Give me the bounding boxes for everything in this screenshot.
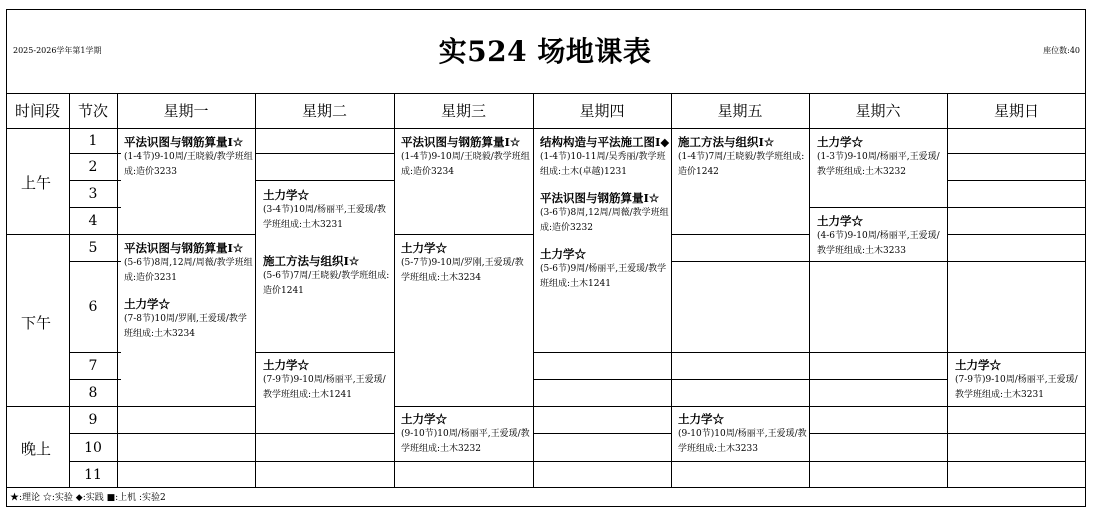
course-title: 施工方法与组织Ⅰ☆ xyxy=(263,254,360,268)
course-info: (7-9节)9-10周/杨丽平,王爱瑗/教学班组成:土木1241 xyxy=(263,375,386,400)
section-number: 6 xyxy=(88,299,98,315)
grid-line-am-pm-left xyxy=(6,234,255,235)
seat-count: 座位数:40 xyxy=(1043,46,1080,55)
grid-line-r2-tue xyxy=(255,180,394,181)
course-sat-midday[interactable] xyxy=(817,213,947,259)
legend: ★:理论 ☆:实验 ◆:实践 ■:上机 :实验2 xyxy=(10,493,166,503)
course-wed-evening[interactable] xyxy=(401,411,531,457)
grid-line-pm-ev-fri xyxy=(671,406,810,407)
grid-line-sec-9 xyxy=(69,433,121,434)
course-title: 平法识图与钢筋算量Ⅰ☆ xyxy=(540,191,660,205)
course-sat-morning[interactable] xyxy=(817,134,947,180)
grid-line-header-bottom xyxy=(6,128,1086,129)
grid-line-sec-5 xyxy=(69,261,121,262)
course-title: 土力学☆ xyxy=(678,412,724,426)
course-info: (1-4节)10-11周/吴秀丽/教学班组成:土木(卓越)1231 xyxy=(540,152,666,177)
course-info: (7-9节)9-10周/杨丽平,王爱瑗/教学班组成:土木3231 xyxy=(955,375,1078,400)
course-info: (4-6节)9-10周/杨丽平,王爱瑗/教学班组成:土木3233 xyxy=(817,231,940,256)
header-day-thu: 星期四 xyxy=(579,102,625,120)
section-number: 3 xyxy=(88,186,98,202)
grid-line-col-5 xyxy=(533,93,534,487)
grid-line-pm-ev-left xyxy=(6,406,255,407)
grid-line-am-pm-fri xyxy=(671,234,810,235)
grid-line-r2-sun xyxy=(947,180,1086,181)
page-title: 实524 场地课表 xyxy=(438,35,652,68)
section-number: 11 xyxy=(84,467,102,483)
header-day-wed: 星期三 xyxy=(440,102,486,120)
course-title: 土力学☆ xyxy=(124,297,170,311)
header-day-mon: 星期一 xyxy=(163,102,209,120)
course-info: (1-4节)9-10周/王晓毅/教学班组成:造价3234 xyxy=(401,152,530,177)
course-info: (7-8节)10周/罗刚,王爱瑗/教学班组成:土木3234 xyxy=(124,314,247,339)
grid-line-col-7 xyxy=(809,93,810,487)
course-sun-afternoon[interactable] xyxy=(955,357,1085,403)
section-number: 2 xyxy=(88,159,98,175)
course-title: 平法识图与钢筋算量Ⅰ☆ xyxy=(124,241,244,255)
period-morning: 上午 xyxy=(20,174,51,192)
grid-line-am-pm-sun xyxy=(947,234,1086,235)
grid-line-sec-3 xyxy=(69,207,121,208)
course-info: (9-10节)10周/杨丽平,王爱瑗/教学班组成:土木3233 xyxy=(678,429,807,454)
course-info: (1-4节)7周/王晓毅/教学班组成:造价1242 xyxy=(678,152,805,177)
course-info: (1-4节)9-10周/王晓毅/教学班组成:造价3233 xyxy=(124,152,253,177)
grid-line-sec-7 xyxy=(69,379,121,380)
grid-line-r1-tue xyxy=(255,153,394,154)
grid-line-r1-sun xyxy=(947,153,1086,154)
grid-line-r9-tue xyxy=(255,433,394,434)
header-section: 节次 xyxy=(77,102,108,120)
course-fri-morning[interactable] xyxy=(678,134,808,180)
course-title: 土力学☆ xyxy=(401,241,447,255)
grid-line-r9-mon xyxy=(121,433,255,434)
grid-line-r5-sat xyxy=(809,261,948,262)
course-title: 平法识图与钢筋算量Ⅰ☆ xyxy=(401,135,521,149)
course-title: 土力学☆ xyxy=(955,358,1001,372)
section-number: 4 xyxy=(88,213,98,229)
grid-line-col-8 xyxy=(947,93,948,487)
course-title: 土力学☆ xyxy=(263,188,309,202)
course-info: (3-4节)10周/杨丽平,王爱瑗/教学班组成:土木3231 xyxy=(263,205,386,230)
grid-line-col-3 xyxy=(255,93,256,487)
grid-line-pm-ev-thu xyxy=(533,406,672,407)
grid-line-col-2 xyxy=(117,93,118,487)
course-info: (5-7节)9-10周/罗刚,王爱瑗/教学班组成:土木3234 xyxy=(401,258,524,283)
course-wed-afternoon[interactable] xyxy=(401,240,531,286)
course-tue-morning[interactable] xyxy=(263,187,393,233)
course-fri-evening[interactable] xyxy=(678,411,808,457)
grid-line-pm-ev-sun xyxy=(947,406,1086,407)
section-number: 7 xyxy=(88,358,98,374)
header-day-tue: 星期二 xyxy=(301,102,347,120)
course-thu-morning[interactable] xyxy=(540,134,670,292)
period-afternoon: 下午 xyxy=(20,314,51,332)
section-number: 1 xyxy=(88,133,98,149)
grid-line-pm-ev-sat xyxy=(809,406,948,407)
period-evening: 晚上 xyxy=(20,440,51,458)
grid-line-table-bottom xyxy=(6,487,1086,488)
header-day-fri: 星期五 xyxy=(717,102,763,120)
grid-line-r9-sun xyxy=(947,433,1086,434)
section-number: 9 xyxy=(88,412,98,428)
grid-line-sec-6 xyxy=(69,352,121,353)
course-info: (5-6节)8周,12周/周薇/教学班组成:造价3231 xyxy=(124,258,253,283)
section-number: 10 xyxy=(84,440,102,456)
grid-line-pm-ev-wed xyxy=(394,406,533,407)
course-mon-morning[interactable] xyxy=(124,134,254,180)
course-info: (1-3节)9-10周/杨丽平,王爱瑗/教学班组成:土木3232 xyxy=(817,152,940,177)
grid-line-r5-fri xyxy=(671,261,810,262)
header-day-sat: 星期六 xyxy=(855,102,901,120)
header-day-sun: 星期日 xyxy=(993,102,1039,120)
section-number: 5 xyxy=(88,240,98,256)
grid-line-sec-1 xyxy=(69,153,121,154)
course-info: (5-6节)9周/杨丽平,王爱瑗/教学班组成:土木1241 xyxy=(540,264,667,289)
grid-line-r5-sun xyxy=(947,261,1086,262)
course-title: 土力学☆ xyxy=(817,135,863,149)
course-info: (3-6节)8周,12周/周薇/教学班组成:造价3232 xyxy=(540,208,669,233)
grid-line-r9-sat xyxy=(809,433,948,434)
course-info: (5-6节)7周/王晓毅/教学班组成:造价1241 xyxy=(263,271,390,296)
course-title: 土力学☆ xyxy=(263,358,309,372)
section-number: 8 xyxy=(88,385,98,401)
course-tue-evening[interactable] xyxy=(263,357,393,403)
grid-line-r7-thu-sat xyxy=(533,379,947,380)
grid-line-am-pm-wed xyxy=(394,234,533,235)
grid-line-sec-2 xyxy=(69,180,121,181)
course-mon-afternoon[interactable] xyxy=(124,240,254,342)
grid-line-col-4 xyxy=(394,93,395,487)
grid-line-r6-tue xyxy=(255,352,394,353)
term-label: 2025-2026学年第1学期 xyxy=(13,46,102,55)
course-wed-morning[interactable] xyxy=(401,134,531,180)
course-title: 土力学☆ xyxy=(817,214,863,228)
course-title: 结构构造与平法施工图Ⅰ◆ xyxy=(540,135,670,149)
course-title: 平法识图与钢筋算量Ⅰ☆ xyxy=(124,135,244,149)
grid-line-col-6 xyxy=(671,93,672,487)
course-title: 施工方法与组织Ⅰ☆ xyxy=(678,135,775,149)
course-tue-afternoon[interactable] xyxy=(263,253,393,299)
header-period: 时间段 xyxy=(14,102,60,120)
grid-line-r9-thu xyxy=(533,433,672,434)
course-title: 土力学☆ xyxy=(401,412,447,426)
course-title: 土力学☆ xyxy=(540,247,586,261)
grid-line-sec-10 xyxy=(69,461,1086,462)
course-info: (9-10节)10周/杨丽平,王爱瑗/教学班组成:土木3232 xyxy=(401,429,530,454)
